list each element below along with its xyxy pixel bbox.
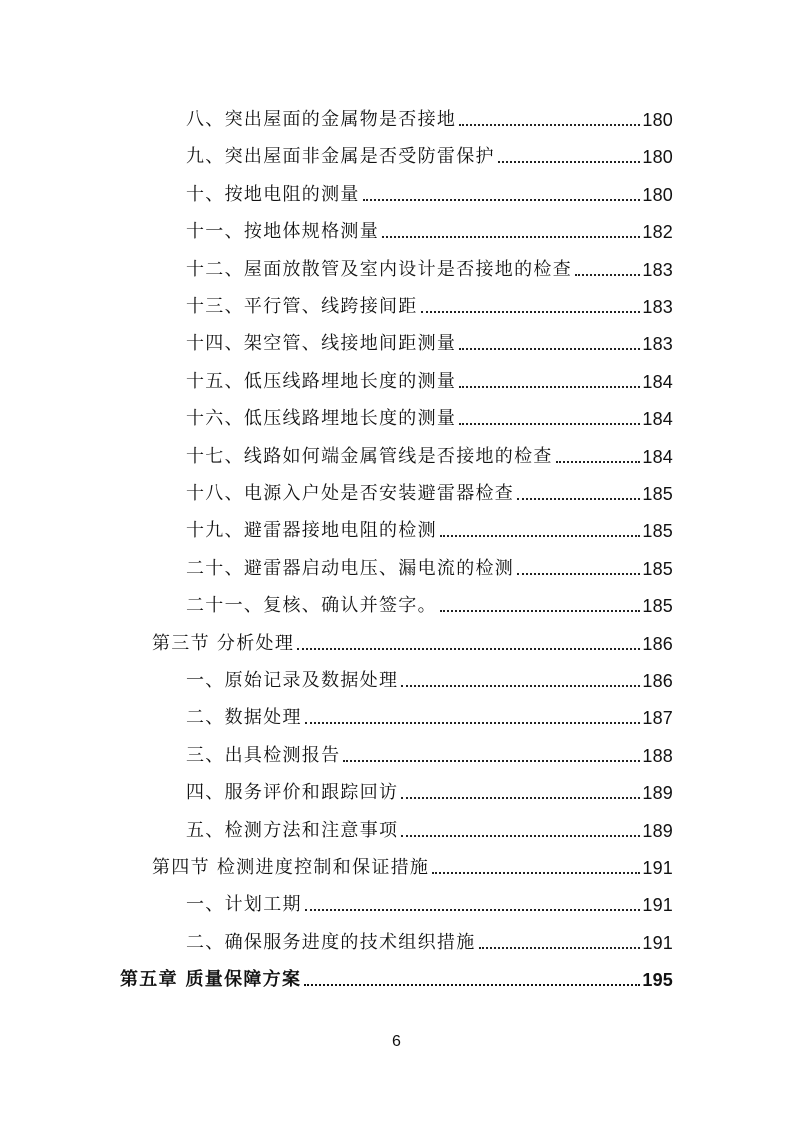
toc-section-entry[interactable] [152,849,673,879]
toc-entry[interactable] [186,288,673,318]
toc-leader-dots [401,835,640,837]
toc-entry-page: 183 [642,259,673,280]
toc-entry-title: 八、突出屋面的金属物是否接地 [186,109,457,130]
toc-entry-title: 十二、屋面放散管及室内设计是否接地的检查 [186,258,572,280]
toc-entry-title: 二、数据处理 [186,707,302,729]
toc-entry-page: 189 [642,783,673,804]
toc-leader-dots [297,648,640,650]
toc-entry[interactable] [186,737,673,767]
toc-entry[interactable] [186,101,673,131]
toc-entry-page: 184 [642,409,673,430]
toc-entry[interactable] [186,363,673,393]
toc-section-entry[interactable] [152,625,673,655]
toc-leader-dots [459,386,640,388]
toc-entry-page: 183 [642,297,673,317]
toc-entry-page: 184 [642,371,673,392]
toc-entry-title: 十六、低压线路埋地长度的测量 [186,408,457,430]
toc-leader-dots [305,909,641,911]
toc-entry-title: 十九、避雷器接地电阻的检测 [186,520,437,542]
toc-entry-page: 188 [642,745,673,766]
toc-entry[interactable] [186,774,673,804]
toc-entry[interactable] [186,550,673,580]
toc-entry-page: 189 [642,820,673,841]
toc-leader-dots [556,461,641,463]
toc-leader-dots [421,311,641,313]
toc-entry-page: 185 [642,484,673,504]
toc-leader-dots [401,685,640,687]
toc-leader-dots [440,610,640,612]
toc-entry-page: 185 [642,521,673,542]
toc-entry-page: 180 [642,147,673,168]
toc-entry[interactable] [186,475,673,505]
toc-entry-title: 四、服务评价和跟踪回访 [186,782,399,804]
toc-leader-dots [304,984,640,986]
toc-entry[interactable] [186,251,673,281]
toc-entry[interactable] [186,699,673,729]
toc-entry-page: 184 [642,446,673,467]
toc-entry[interactable] [186,812,673,842]
toc-entry-title: 二十、避雷器启动电压、漏电流的检测 [186,557,515,579]
toc-entry-title: 第五章 质量保障方案 [120,969,302,991]
toc-entry[interactable] [186,138,673,168]
toc-leader-dots [305,722,641,724]
toc-entry-title: 十五、低压线路埋地长度的测量 [186,370,457,392]
toc-entry-title: 十四、架空管、线接地间距测量 [186,333,457,355]
page-number: 6 [392,1033,401,1050]
toc-leader-dots [440,535,640,537]
toc-leader-dots [575,274,640,276]
toc-entry-page: 191 [642,858,673,878]
toc-entry[interactable] [186,512,673,542]
toc-entry[interactable] [186,438,673,468]
toc-leader-dots [382,236,640,238]
toc-leader-dots [459,124,640,126]
toc-chapter-entry[interactable] [120,961,673,991]
toc-entry-title: 十七、线路如何端金属管线是否接地的检查 [186,445,553,467]
toc-entry-page: 195 [642,970,673,991]
toc-entry-title: 一、计划工期 [186,894,302,916]
toc-entry[interactable] [186,325,673,355]
toc-entry-title: 二、确保服务进度的技术组织措施 [186,931,476,953]
toc-leader-dots [363,199,641,201]
toc-entry-title: 十、按地电阻的测量 [186,183,360,205]
toc-entry-title: 一、原始记录及数据处理 [186,670,399,691]
toc-entry[interactable] [186,587,673,617]
toc-entry-title: 十三、平行管、线跨接间距 [186,296,418,317]
toc-entry-page: 180 [642,184,673,205]
toc-entry-title: 二十一、复核、确认并签字。 [186,595,437,617]
toc-entry-title: 十一、按地体规格测量 [186,221,379,243]
toc-entry-title: 十八、电源入户处是否安装避雷器检查 [186,483,515,504]
toc-entry-page: 185 [642,596,673,617]
toc-leader-dots [401,797,640,799]
toc-leader-dots [343,760,640,762]
toc-entry-page: 186 [642,633,673,654]
toc-leader-dots [459,423,640,425]
toc-leader-dots [517,573,640,575]
toc-entry-title: 第三节 分析处理 [152,632,295,654]
toc-leader-dots [479,947,641,949]
toc-leader-dots [498,161,641,163]
toc-entry-page: 185 [642,558,673,579]
toc-entry-page: 182 [642,222,673,243]
toc-entry-title: 五、检测方法和注意事项 [186,819,399,841]
toc-entry[interactable] [186,213,673,243]
toc-entry-page: 183 [642,334,673,355]
toc-entry[interactable] [186,400,673,430]
toc-entry-page: 191 [642,895,673,916]
toc-entry-title: 三、出具检测报告 [186,744,341,766]
toc-entry-title: 九、突出屋面非金属是否受防雷保护 [186,146,495,168]
toc-entry[interactable] [186,176,673,206]
toc-leader-dots [459,348,640,350]
toc-entry-title: 第四节 检测进度控制和保证措施 [152,857,430,878]
toc-entry[interactable] [186,662,673,692]
toc-entry-page: 191 [642,932,673,953]
toc-leader-dots [517,498,640,500]
toc-leader-dots [432,872,640,874]
toc-entry-page: 187 [642,708,673,729]
toc-entry[interactable] [186,924,673,954]
toc-entry-page: 186 [642,671,673,691]
toc-entry-page: 180 [642,110,673,130]
toc-entry[interactable] [186,886,673,916]
